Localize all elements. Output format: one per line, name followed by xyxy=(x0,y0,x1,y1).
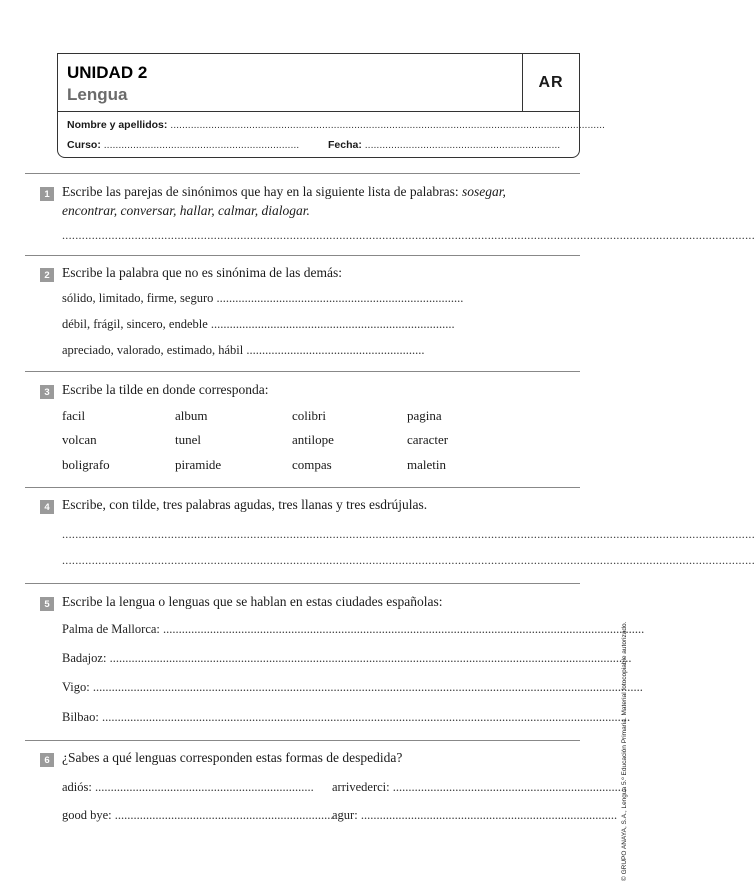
level-code: AR xyxy=(522,54,579,111)
word-set-1-text: sólido, limitado, firme, seguro xyxy=(62,291,214,305)
header-title-area xyxy=(58,54,579,111)
question-6-text: ¿Sabes a qué lenguas corresponden estas formas de despedida? xyxy=(62,750,403,765)
word-set-3[interactable] xyxy=(62,343,424,358)
word-set-1[interactable] xyxy=(62,291,463,306)
accent-word: album xyxy=(175,408,208,423)
accent-word: volcan xyxy=(62,432,97,447)
city-line[interactable] xyxy=(62,710,631,725)
name-field[interactable] xyxy=(67,119,605,131)
farewell-line[interactable] xyxy=(332,780,628,795)
worksheet-header xyxy=(57,53,605,158)
answer-line[interactable]: .................................................................................................................................................................................................................. xyxy=(62,553,755,567)
question-1-words-b: encontrar, conversar, hallar, calmar, dialogar. xyxy=(62,203,310,218)
accent-word: facil xyxy=(62,408,86,423)
section-divider xyxy=(25,740,580,741)
date-dots: ................................................................... xyxy=(364,139,561,151)
unit-title: UNIDAD 2 xyxy=(67,63,148,82)
question-number: 4 xyxy=(40,500,54,514)
accent-word: antilope xyxy=(292,432,334,447)
question-5-text: Escribe la lengua o lenguas que se hablan en estas ciudades españolas: xyxy=(62,594,443,609)
header-divider xyxy=(58,111,579,112)
city-label: Vigo: xyxy=(62,680,90,694)
accent-word: tunel xyxy=(175,432,201,447)
question-2-text: Escribe la palabra que no es sinónima de las demás: xyxy=(62,265,343,280)
accent-word: maletin xyxy=(407,457,446,472)
farewell-label: adiós: xyxy=(62,780,92,794)
city-dots: ................................................................................................................................................................................ xyxy=(92,680,643,694)
copyright-note: © GRUPO ANAYA, S.A., Lengua 5.º Educación Primaria. Material fotocopiable autorizado. xyxy=(621,621,628,881)
city-dots: .......................................................................................................................................................... xyxy=(163,622,645,636)
section-divider xyxy=(25,583,580,584)
city-label: Palma de Mallorca: xyxy=(62,622,160,636)
word-set-3-text: apreciado, valorado, estimado, hábil xyxy=(62,343,244,357)
farewell-label: arrivederci: xyxy=(332,780,390,794)
course-dots: ................................................................... xyxy=(103,139,300,151)
accent-word: piramide xyxy=(175,457,222,472)
city-label: Bilbao: xyxy=(62,710,99,724)
word-set-3-dots: ......................................................... xyxy=(246,343,425,357)
accent-word: pagina xyxy=(407,408,442,423)
city-line[interactable] xyxy=(62,622,645,637)
date-label: Fecha: xyxy=(328,139,362,151)
farewell-dots: ...................................................................... xyxy=(94,780,314,794)
farewell-line[interactable] xyxy=(62,780,314,795)
question-4-text: Escribe, con tilde, tres palabras agudas, tres llanas y tres esdrújulas. xyxy=(62,497,428,512)
question-1-prompt: Escribe las parejas de sinónimos que hay en la siguiente lista de palabras: xyxy=(62,184,459,199)
question-number: 5 xyxy=(40,597,54,611)
accent-word: compas xyxy=(292,457,332,472)
question-3-text: Escribe la tilde en donde corresponda: xyxy=(62,382,269,397)
name-dots: ..................................................................................................................................................... xyxy=(170,119,605,131)
question-1-text xyxy=(62,184,506,200)
farewell-dots: .................................................................................. xyxy=(360,808,618,822)
question-number: 2 xyxy=(40,268,54,282)
subject-title: Lengua xyxy=(67,85,128,104)
farewell-line[interactable] xyxy=(62,808,334,823)
word-set-2-dots: .............................................................................. xyxy=(210,317,455,331)
city-dots: ....................................................................................................................................................................... xyxy=(109,651,632,665)
question-number: 6 xyxy=(40,753,54,767)
word-set-2-text: débil, frágil, sincero, endeble xyxy=(62,317,208,331)
farewell-dots: ...................................................................... xyxy=(114,808,334,822)
name-label: Nombre y apellidos: xyxy=(67,119,168,131)
answer-line[interactable]: .................................................................................................................................................................................................................. xyxy=(62,527,755,541)
section-divider xyxy=(25,173,580,174)
date-field[interactable] xyxy=(328,139,560,151)
city-dots: ......................................................................................................................................................................... xyxy=(101,710,631,724)
section-divider xyxy=(25,371,580,372)
accent-word: caracter xyxy=(407,432,449,447)
farewell-label: good bye: xyxy=(62,808,112,822)
question-number: 3 xyxy=(40,385,54,399)
question-number: 1 xyxy=(40,187,54,201)
section-divider xyxy=(25,255,580,256)
city-line[interactable] xyxy=(62,680,643,695)
section-divider xyxy=(25,487,580,488)
word-set-1-dots: ............................................................................... xyxy=(216,291,464,305)
city-line[interactable] xyxy=(62,651,632,666)
city-label: Badajoz: xyxy=(62,651,107,665)
word-set-2[interactable] xyxy=(62,317,455,332)
farewell-line[interactable] xyxy=(332,808,618,823)
farewell-label: agur: xyxy=(332,808,358,822)
farewell-dots: ........................................................................... xyxy=(392,780,628,794)
course-field[interactable] xyxy=(67,139,299,151)
accent-word: boligrafo xyxy=(62,457,110,472)
course-label: Curso: xyxy=(67,139,101,151)
answer-line[interactable]: .................................................................................................................................................................................................................. xyxy=(62,228,755,242)
accent-word: colibri xyxy=(292,408,326,423)
question-1-words-a: sosegar, xyxy=(462,184,506,199)
